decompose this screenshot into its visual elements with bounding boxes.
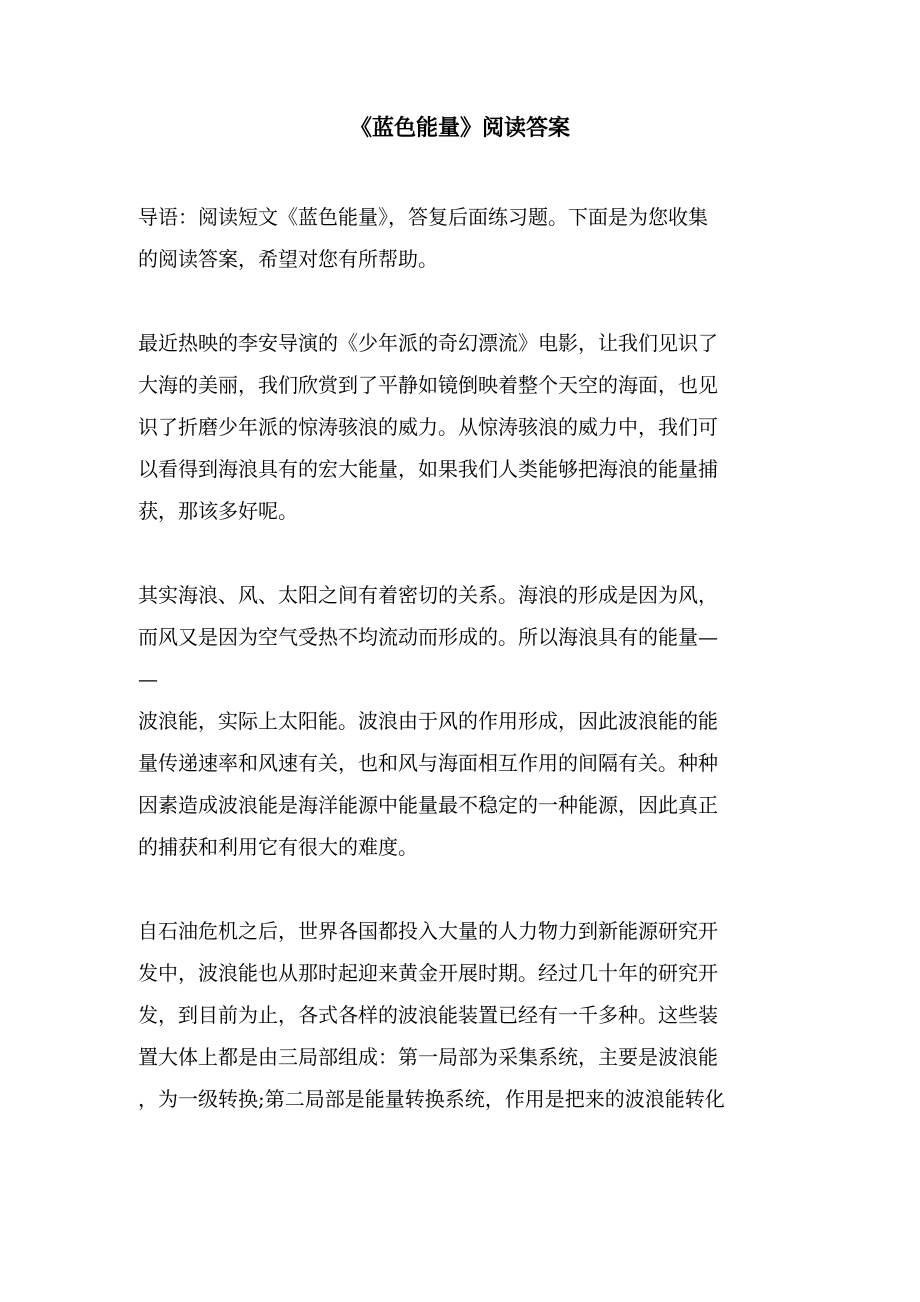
intro-paragraph	[138, 196, 778, 280]
document-title: 《蓝色能量》阅读答案	[349, 115, 570, 141]
text-line: 获，那该多好呢。	[138, 499, 298, 523]
text-line: 大海的美丽，我们欣赏到了平静如镜倒映着整个天空的海面，也见	[138, 373, 718, 397]
body-paragraph-2	[138, 574, 778, 868]
text-line: 置大体上都是由三局部组成：第一局部为采集系统，主要是波浪能	[138, 1045, 718, 1069]
text-line: 自石油危机之后，世界各国都投入大量的人力物力到新能源研究开	[138, 919, 718, 943]
body-paragraph-3	[138, 910, 778, 1120]
text-line: 的捕获和利用它有很大的难度。	[138, 835, 418, 859]
text-line: 量传递速率和风速有关，也和风与海面相互作用的间隔有关。种种	[138, 751, 718, 775]
text-line: 以看得到海浪具有的宏大能量，如果我们人类能够把海浪的能量捕	[138, 457, 718, 481]
text-line: 识了折磨少年派的惊涛骇浪的威力。从惊涛骇浪的威力中，我们可	[138, 415, 718, 439]
text-line: 而风又是因为空气受热不均流动而形成的。所以海浪具有的能量—	[138, 625, 718, 649]
text-line: 发中，波浪能也从那时起迎来黄金开展时期。经过几十年的研究开	[138, 961, 718, 985]
text-line: ，为一级转换;第二局部是能量转换系统，作用是把来的波浪能转化	[138, 1087, 725, 1111]
text-line: 发，到目前为止，各式各样的波浪能装置已经有一千多种。这些装	[138, 1003, 718, 1027]
text-line: 波浪能，实际上太阳能。波浪由于风的作用形成，因此波浪能的能	[138, 709, 718, 733]
text-line: 其实海浪、风、太阳之间有着密切的关系。海浪的形成是因为风，	[138, 583, 718, 607]
body-paragraph-1	[138, 322, 778, 532]
text-line: 最近热映的李安导演的《少年派的奇幻漂流》电影，让我们见识了	[138, 331, 718, 355]
text-line: 的阅读答案，希望对您有所帮助。	[138, 247, 438, 271]
text-line: —	[138, 667, 158, 691]
text-line: 导语：阅读短文《蓝色能量》，答复后面练习题。下面是为您收集	[138, 205, 708, 229]
text-line: 因素造成波浪能是海洋能源中能量最不稳定的一种能源，因此真正	[138, 793, 718, 817]
